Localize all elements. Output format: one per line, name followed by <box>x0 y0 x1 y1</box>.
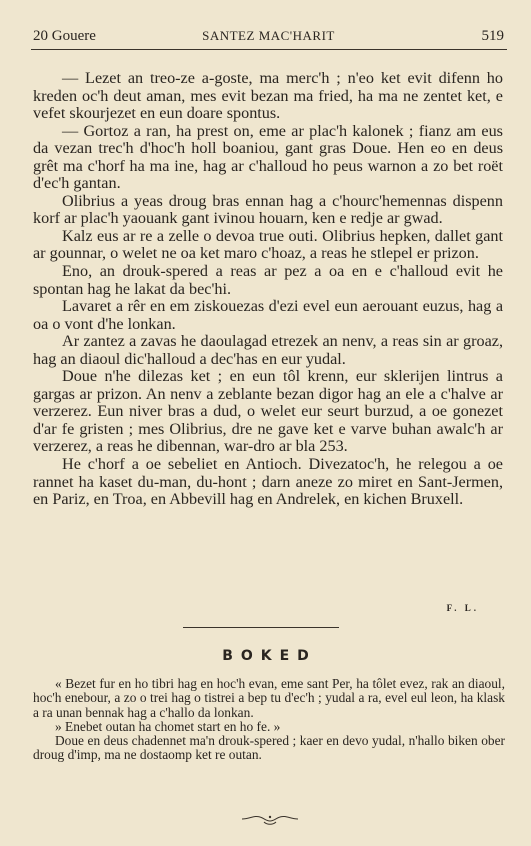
header-rule <box>31 49 507 50</box>
author-signature: F. L. <box>446 603 479 613</box>
tailpiece-ornament-icon <box>240 812 300 826</box>
body-paragraph: Lavaret a rêr en em ziskouezas d'ezi evel eun aerouant euzus, hag a oa o vont d'he lonkan. <box>33 297 503 333</box>
body-paragraph: Eno, an drouk-spered a reas ar pez a oa en e c'halloud evit he spontan hag he lakat da bec'hi. <box>33 262 503 298</box>
body-paragraph: — Lezet an treo-ze a-goste, ma merc'h ; n'eo ket evit difenn ho kreden oc'h deut aman, mes evit bezan ma fried, ha ma ne zentet ket, e vefet skourjezet en eun doare spontus. <box>33 69 503 123</box>
section-divider <box>183 627 339 628</box>
body-paragraph: Kalz eus ar re a zelle o devoa true outi. Olibrius hepken, dallet gant ar gounnar, o welet ne oa ket maro c'hoaz, a reas he stlepel er prizon. <box>33 226 503 263</box>
body-paragraph: Doue n'he dilezas ket ; en eun tôl krenn, eur sklerijen lintrus a gargas ar prizon. An nenv a zeblante bezan digor hag an ele a c'halve ar verzerez. Eun niver bras a dud, o welet eur seurt burzud, a oe gonezet d'ar fe gristen ; mes Olibrius, dre ne gave ket e varve buhan awalc'h ar verzerez, a reas he dibennan, war-dro ar bla 253. <box>33 367 503 456</box>
running-title: SANTEZ MAC'HARIT <box>202 28 335 43</box>
boked-paragraph: « Bezet fur en ho tibri hag en hoc'h evan, eme sant Per, ha tôlet evez, rak an diaoul, hoc'h enebour, a zo o trei hag o tistrei a bep tu d'ec'h ; yudal a ra, evel eul leon, ha klask a ra unan bennak hag a c'hallo da lonkan. <box>33 676 505 720</box>
article-body <box>33 70 503 509</box>
boked-paragraph: Doue en deus chadennet ma'n drouk-spered ; kaer en devo yudal, n'hallo biken ober droug d'imp, ma ne dostaomp ket re outan. <box>33 733 505 763</box>
boked-section <box>33 677 505 763</box>
body-paragraph: Olibrius a yeas droug bras ennan hag a c'hourc'hemennas dispenn korf ar plac'h yaouank gant ivinou houarn, ken e redje ar gwad. <box>33 191 503 228</box>
header-date: 20 Gouere <box>33 28 96 44</box>
body-paragraph: He c'horf a oe sebeliet en Antioch. Divezatoc'h, he relegou a oe rannet ha kaset du-man, du-hont ; darn aneze zo miret en Sant-Jermen, en Pariz, en Troa, en Abbevill hag en Andrelek, en kichen Bruxell. <box>33 455 503 509</box>
page-header <box>33 26 504 46</box>
body-paragraph: Ar zantez a zavas he daoulagad etrezek an nenv, a reas sin ar groaz, hag an diaoul dic'halloud a dec'has en eur yudal. <box>33 332 503 368</box>
boked-paragraph: » Enebet outan ha chomet start en ho fe. » <box>55 718 281 734</box>
page-number: 519 <box>481 28 504 44</box>
section-title: BOKED <box>222 648 317 664</box>
body-paragraph: — Gortoz a ran, ha prest on, eme ar plac'h kalonek ; fianz am eus da vezan trec'h d'hoc'h holl boaniou, gant gras Doue. Hen eo en deus grêt ma c'horf ha ma ine, hag ar c'halloud ho peus warnon a zo bet roët d'ec'h gantan. <box>33 121 503 193</box>
